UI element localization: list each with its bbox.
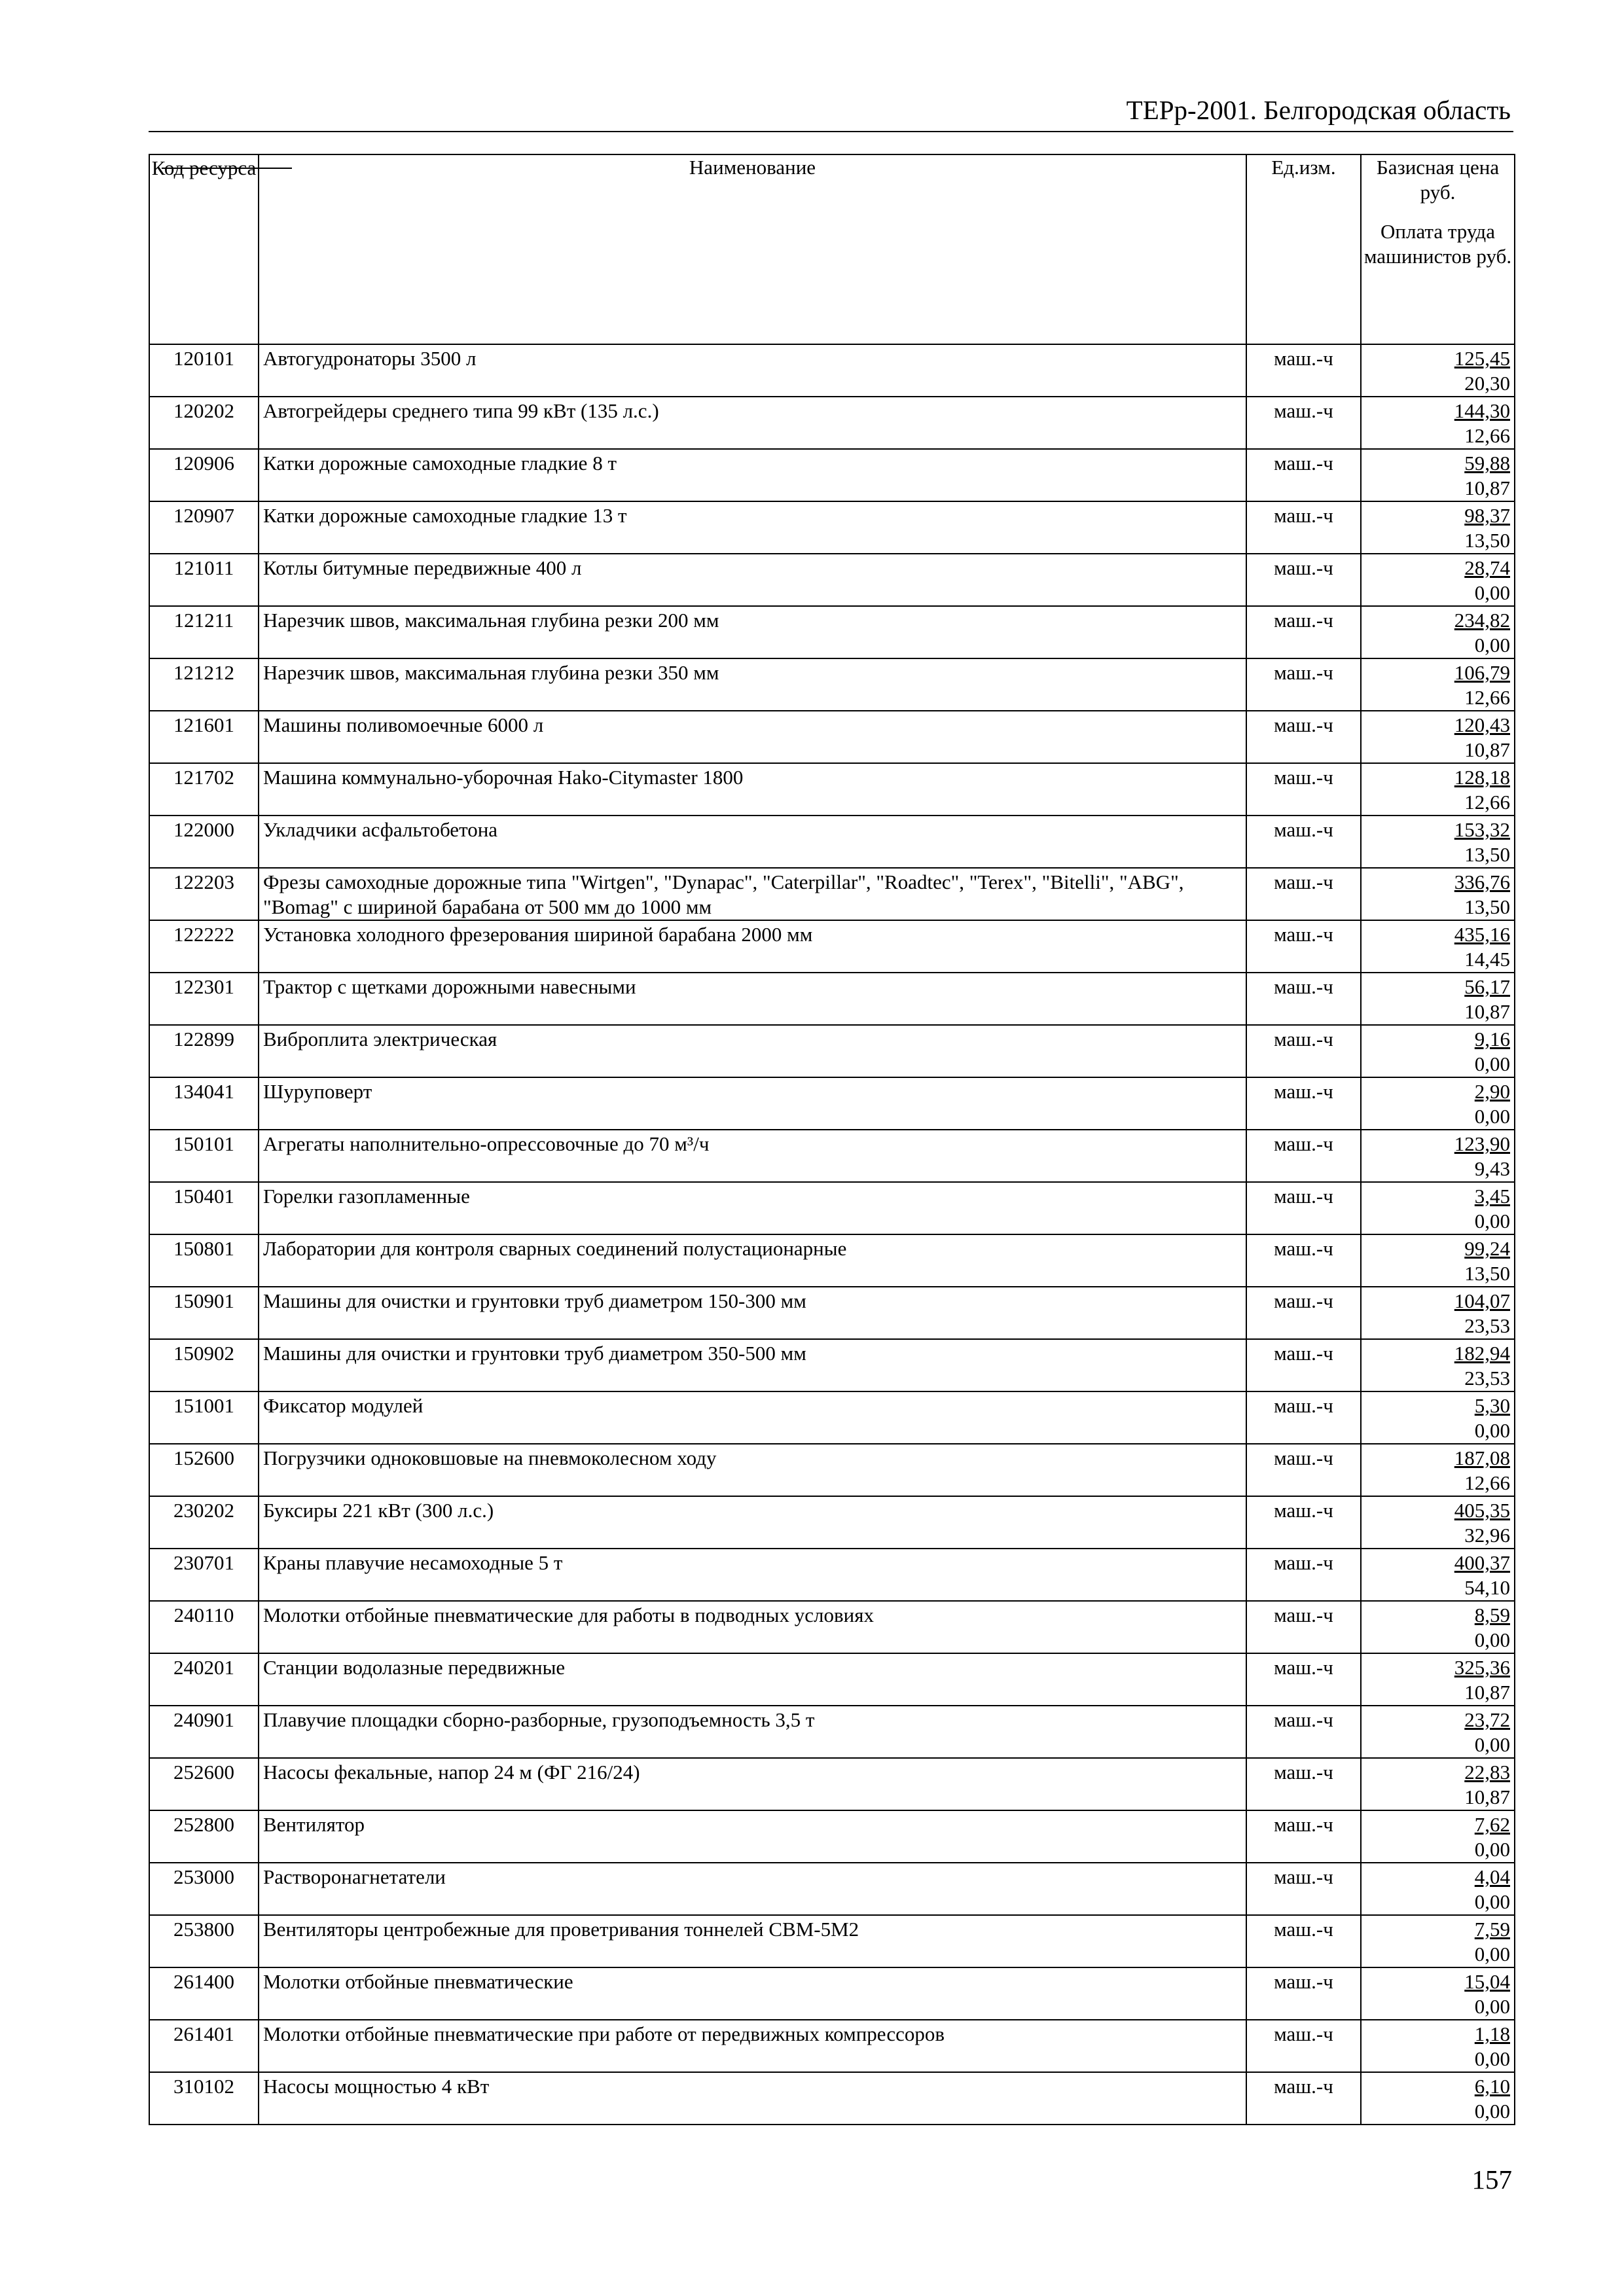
base-price: 8,59 <box>1474 1604 1510 1626</box>
resource-unit: маш.-ч <box>1246 711 1361 763</box>
resource-price <box>1361 763 1515 816</box>
resource-name: Лаборатории для контроля сварных соединений полустационарные <box>259 1234 1246 1287</box>
resource-unit: маш.-ч <box>1246 1810 1361 1863</box>
base-price: 9,16 <box>1474 1028 1510 1050</box>
resource-price <box>1361 2072 1515 2125</box>
labor-price: 10,87 <box>1464 738 1510 761</box>
resource-name: Котлы битумные передвижные 400 л <box>259 554 1246 606</box>
labor-price: 9,43 <box>1474 1157 1510 1180</box>
base-price: 3,45 <box>1474 1185 1510 1208</box>
base-price: 405,35 <box>1454 1499 1510 1522</box>
resource-unit: маш.-ч <box>1246 554 1361 606</box>
resource-code: 252800 <box>149 1810 259 1863</box>
resource-unit: маш.-ч <box>1246 1287 1361 1339</box>
resource-code: 253000 <box>149 1863 259 1915</box>
resource-unit: маш.-ч <box>1246 2072 1361 2125</box>
resource-price <box>1361 1810 1515 1863</box>
header-tick-mark <box>162 168 259 169</box>
table-row <box>149 816 1515 868</box>
base-price: 56,17 <box>1464 975 1510 998</box>
base-price: 128,18 <box>1454 766 1510 789</box>
resource-code: 150901 <box>149 1287 259 1339</box>
resource-name: Фиксатор модулей <box>259 1391 1246 1444</box>
base-price: 15,04 <box>1464 1970 1510 1993</box>
resource-code: 122203 <box>149 868 259 920</box>
resource-price <box>1361 868 1515 920</box>
base-price: 187,08 <box>1454 1446 1510 1469</box>
resource-code: 121601 <box>149 711 259 763</box>
table-row <box>149 554 1515 606</box>
resource-code: 230202 <box>149 1496 259 1549</box>
resource-unit: маш.-ч <box>1246 1339 1361 1391</box>
resource-code: 152600 <box>149 1444 259 1496</box>
resource-code: 121011 <box>149 554 259 606</box>
resource-name: Горелки газопламенные <box>259 1182 1246 1234</box>
resource-price <box>1361 397 1515 449</box>
resource-name: Насосы мощностью 4 кВт <box>259 2072 1246 2125</box>
resource-code: 150101 <box>149 1130 259 1182</box>
resource-price <box>1361 1863 1515 1915</box>
resource-name: Насосы фекальные, напор 24 м (ФГ 216/24) <box>259 1758 1246 1810</box>
labor-price: 0,00 <box>1474 581 1510 604</box>
page-header-title: ТЕРр-2001. Белгородская область <box>1126 95 1511 125</box>
base-price: 125,45 <box>1454 347 1510 370</box>
resource-price <box>1361 973 1515 1025</box>
resource-name: Автогрейдеры среднего типа 99 кВт (135 л.с.) <box>259 397 1246 449</box>
column-header-unit <box>1246 154 1361 344</box>
resource-name: Трактор с щетками дорожными навесными <box>259 973 1246 1025</box>
resource-code: 120906 <box>149 449 259 501</box>
resource-price <box>1361 501 1515 554</box>
resource-code: 151001 <box>149 1391 259 1444</box>
resource-code: 261400 <box>149 1967 259 2020</box>
column-header-code-label: Код ресурса <box>151 156 257 179</box>
table-row <box>149 973 1515 1025</box>
resource-code: 230701 <box>149 1549 259 1601</box>
table-row <box>149 1967 1515 2020</box>
base-price: 59,88 <box>1464 452 1510 475</box>
base-price: 400,37 <box>1454 1551 1510 1574</box>
resource-unit: маш.-ч <box>1246 1130 1361 1182</box>
resource-name: Виброплита электрическая <box>259 1025 1246 1077</box>
table-row <box>149 501 1515 554</box>
resource-price <box>1361 1706 1515 1758</box>
base-price: 7,59 <box>1474 1918 1510 1941</box>
labor-price: 23,53 <box>1464 1367 1510 1390</box>
resource-price <box>1361 1287 1515 1339</box>
resource-price <box>1361 1077 1515 1130</box>
resource-price <box>1361 1339 1515 1391</box>
labor-price: 13,50 <box>1464 529 1510 552</box>
resource-name: Машины для очистки и грунтовки труб диаметром 350-500 мм <box>259 1339 1246 1391</box>
resource-unit: маш.-ч <box>1246 1391 1361 1444</box>
resource-unit: маш.-ч <box>1246 1601 1361 1653</box>
resource-name: Молотки отбойные пневматические <box>259 1967 1246 2020</box>
base-price: 123,90 <box>1454 1132 1510 1155</box>
resource-unit: маш.-ч <box>1246 1549 1361 1601</box>
labor-price: 0,00 <box>1474 1838 1510 1861</box>
labor-price: 0,00 <box>1474 1419 1510 1442</box>
resource-unit: маш.-ч <box>1246 1863 1361 1915</box>
base-price: 153,32 <box>1454 818 1510 841</box>
table-row <box>149 1025 1515 1077</box>
resource-unit: маш.-ч <box>1246 1758 1361 1810</box>
resource-price <box>1361 1234 1515 1287</box>
base-price: 23,72 <box>1464 1708 1510 1731</box>
table-row <box>149 344 1515 397</box>
resource-name: Установка холодного фрезерования шириной барабана 2000 мм <box>259 920 1246 973</box>
base-price: 99,24 <box>1464 1237 1510 1260</box>
labor-price: 0,00 <box>1474 1628 1510 1651</box>
table-row <box>149 1287 1515 1339</box>
resource-code: 122899 <box>149 1025 259 1077</box>
resource-unit: маш.-ч <box>1246 1444 1361 1496</box>
resource-price <box>1361 1758 1515 1810</box>
labor-price: 0,00 <box>1474 2100 1510 2123</box>
resource-unit: маш.-ч <box>1246 973 1361 1025</box>
resource-name: Вентиляторы центробежные для проветривания тоннелей СВМ-5М2 <box>259 1915 1246 1967</box>
column-header-code <box>149 154 259 344</box>
labor-price: 12,66 <box>1464 791 1510 814</box>
base-price: 144,30 <box>1454 399 1510 422</box>
labor-price: 54,10 <box>1464 1576 1510 1599</box>
column-header-price <box>1361 154 1515 344</box>
resource-price <box>1361 1130 1515 1182</box>
resource-code: 121212 <box>149 658 259 711</box>
base-price: 6,10 <box>1474 2075 1510 2098</box>
resource-unit: маш.-ч <box>1246 449 1361 501</box>
resource-name: Катки дорожные самоходные гладкие 13 т <box>259 501 1246 554</box>
labor-price: 13,50 <box>1464 1262 1510 1285</box>
resource-name: Краны плавучие несамоходные 5 т <box>259 1549 1246 1601</box>
base-price: 435,16 <box>1454 923 1510 946</box>
resource-unit: маш.-ч <box>1246 1706 1361 1758</box>
table-row <box>149 1496 1515 1549</box>
resource-unit: маш.-ч <box>1246 1496 1361 1549</box>
table-row <box>149 1863 1515 1915</box>
column-header-base-price-label: Базисная цена руб. <box>1376 156 1500 204</box>
table-row <box>149 449 1515 501</box>
labor-price: 20,30 <box>1464 372 1510 395</box>
resource-name: Автогудронаторы 3500 л <box>259 344 1246 397</box>
table-row <box>149 397 1515 449</box>
labor-price: 0,00 <box>1474 2047 1510 2070</box>
resource-unit: маш.-ч <box>1246 658 1361 711</box>
labor-price: 0,00 <box>1474 1943 1510 1965</box>
resource-price <box>1361 1025 1515 1077</box>
table-row <box>149 1234 1515 1287</box>
base-price: 5,30 <box>1474 1394 1510 1417</box>
resource-price <box>1361 1653 1515 1706</box>
labor-price: 0,00 <box>1474 1210 1510 1232</box>
resource-name: Нарезчик швов, максимальная глубина резки 200 мм <box>259 606 1246 658</box>
resource-code: 240901 <box>149 1706 259 1758</box>
resource-price <box>1361 920 1515 973</box>
resource-unit: маш.-ч <box>1246 1915 1361 1967</box>
resource-code: 121702 <box>149 763 259 816</box>
table-row <box>149 1182 1515 1234</box>
resource-price <box>1361 1549 1515 1601</box>
labor-price: 12,66 <box>1464 424 1510 447</box>
labor-price: 13,50 <box>1464 895 1510 918</box>
resource-code: 121211 <box>149 606 259 658</box>
labor-price: 23,53 <box>1464 1314 1510 1337</box>
resource-price <box>1361 1967 1515 2020</box>
resource-table <box>149 154 1515 2125</box>
resource-name: Молотки отбойные пневматические для работы в подводных условиях <box>259 1601 1246 1653</box>
resource-price <box>1361 344 1515 397</box>
resource-name: Станции водолазные передвижные <box>259 1653 1246 1706</box>
labor-price: 0,00 <box>1474 1995 1510 2018</box>
base-price: 28,74 <box>1464 556 1510 579</box>
table-row <box>149 1601 1515 1653</box>
resource-unit: маш.-ч <box>1246 1653 1361 1706</box>
base-price: 120,43 <box>1454 713 1510 736</box>
table-row <box>149 763 1515 816</box>
resource-unit: маш.-ч <box>1246 397 1361 449</box>
resource-price <box>1361 1915 1515 1967</box>
labor-price: 10,87 <box>1464 1681 1510 1704</box>
labor-price: 10,87 <box>1464 476 1510 499</box>
resource-name: Машина коммунально-уборочная Hako-Citymaster 1800 <box>259 763 1246 816</box>
resource-price <box>1361 554 1515 606</box>
resource-code: 150902 <box>149 1339 259 1391</box>
resource-code: 122222 <box>149 920 259 973</box>
labor-price: 10,87 <box>1464 1785 1510 1808</box>
column-header-labor-price-label: Оплата труда машинистов руб. <box>1363 220 1512 268</box>
column-header-unit-label: Ед.изм. <box>1271 156 1336 179</box>
labor-price: 12,66 <box>1464 686 1510 709</box>
header-rule <box>149 131 1513 132</box>
resource-price <box>1361 1496 1515 1549</box>
resource-unit: маш.-ч <box>1246 606 1361 658</box>
labor-price: 0,00 <box>1474 634 1510 656</box>
page-number: 157 <box>1471 2164 1512 2195</box>
resource-price <box>1361 1182 1515 1234</box>
labor-price: 12,66 <box>1464 1471 1510 1494</box>
table-row <box>149 1391 1515 1444</box>
resource-name: Шуруповерт <box>259 1077 1246 1130</box>
resource-name: Укладчики асфальтобетона <box>259 816 1246 868</box>
resource-name: Погрузчики одноковшовые на пневмоколесном ходу <box>259 1444 1246 1496</box>
resource-name: Молотки отбойные пневматические при работе от передвижных компрессоров <box>259 2020 1246 2072</box>
table-row <box>149 606 1515 658</box>
resource-unit: маш.-ч <box>1246 816 1361 868</box>
base-price: 7,62 <box>1474 1813 1510 1836</box>
table-row <box>149 1549 1515 1601</box>
resource-code: 240201 <box>149 1653 259 1706</box>
base-price: 336,76 <box>1454 870 1510 893</box>
table-row <box>149 1653 1515 1706</box>
resource-name: Агрегаты наполнительно-опрессовочные до 70 м³/ч <box>259 1130 1246 1182</box>
base-price: 22,83 <box>1464 1761 1510 1784</box>
table-row <box>149 2020 1515 2072</box>
resource-name: Машины поливомоечные 6000 л <box>259 711 1246 763</box>
resource-name: Буксиры 221 кВт (300 л.с.) <box>259 1496 1246 1549</box>
table-row <box>149 711 1515 763</box>
resource-code: 150401 <box>149 1182 259 1234</box>
table-row <box>149 1915 1515 1967</box>
base-price: 104,07 <box>1454 1289 1510 1312</box>
resource-code: 240110 <box>149 1601 259 1653</box>
resource-unit: маш.-ч <box>1246 1967 1361 2020</box>
table-row <box>149 2072 1515 2125</box>
base-price: 234,82 <box>1454 609 1510 632</box>
table-row <box>149 1810 1515 1863</box>
resource-unit: маш.-ч <box>1246 1077 1361 1130</box>
resource-unit: маш.-ч <box>1246 501 1361 554</box>
resource-name: Вентилятор <box>259 1810 1246 1863</box>
resource-code: 120907 <box>149 501 259 554</box>
resource-code: 310102 <box>149 2072 259 2125</box>
resource-unit: маш.-ч <box>1246 1025 1361 1077</box>
resource-name: Плавучие площадки сборно-разборные, грузоподъемность 3,5 т <box>259 1706 1246 1758</box>
base-price: 1,18 <box>1474 2022 1510 2045</box>
resource-unit: маш.-ч <box>1246 920 1361 973</box>
base-price: 4,04 <box>1474 1865 1510 1888</box>
resource-price <box>1361 2020 1515 2072</box>
resource-code: 252600 <box>149 1758 259 1810</box>
labor-price: 0,00 <box>1474 1733 1510 1756</box>
resource-price <box>1361 1444 1515 1496</box>
resource-code: 122000 <box>149 816 259 868</box>
resource-code: 261401 <box>149 2020 259 2072</box>
base-price: 98,37 <box>1464 504 1510 527</box>
table-row <box>149 658 1515 711</box>
resource-price <box>1361 449 1515 501</box>
labor-price: 0,00 <box>1474 1890 1510 1913</box>
table-row <box>149 1130 1515 1182</box>
table-header-row <box>149 154 1515 344</box>
resource-price <box>1361 1391 1515 1444</box>
header-tick-mark <box>259 168 292 169</box>
column-header-name-label: Наименование <box>689 156 816 179</box>
table-row <box>149 1444 1515 1496</box>
labor-price: 32,96 <box>1464 1524 1510 1547</box>
resource-name: Растворонагнетатели <box>259 1863 1246 1915</box>
column-header-name <box>259 154 1246 344</box>
table-row <box>149 1706 1515 1758</box>
resource-price <box>1361 711 1515 763</box>
labor-price: 14,45 <box>1464 948 1510 971</box>
resource-code: 120101 <box>149 344 259 397</box>
resource-unit: маш.-ч <box>1246 1234 1361 1287</box>
resource-price <box>1361 658 1515 711</box>
resource-unit: маш.-ч <box>1246 868 1361 920</box>
resource-code: 134041 <box>149 1077 259 1130</box>
resource-code: 120202 <box>149 397 259 449</box>
table-row <box>149 920 1515 973</box>
labor-price: 13,50 <box>1464 843 1510 866</box>
resource-name: Нарезчик швов, максимальная глубина резки 350 мм <box>259 658 1246 711</box>
base-price: 106,79 <box>1454 661 1510 684</box>
resource-price <box>1361 816 1515 868</box>
resource-name: Фрезы самоходные дорожные типа "Wirtgen", "Dynapac", "Caterpillar", "Roadtec", "Terex", "Bitelli", "ABG", "Bomag" с шириной барабана от 500 мм до 1000 мм <box>259 868 1246 920</box>
resource-unit: маш.-ч <box>1246 763 1361 816</box>
base-price: 182,94 <box>1454 1342 1510 1365</box>
labor-price: 10,87 <box>1464 1000 1510 1023</box>
labor-price: 0,00 <box>1474 1105 1510 1128</box>
resource-code: 150801 <box>149 1234 259 1287</box>
resource-code: 253800 <box>149 1915 259 1967</box>
table-row <box>149 1077 1515 1130</box>
resource-name: Машины для очистки и грунтовки труб диаметром 150-300 мм <box>259 1287 1246 1339</box>
resource-price <box>1361 606 1515 658</box>
resource-unit: маш.-ч <box>1246 2020 1361 2072</box>
base-price: 325,36 <box>1454 1656 1510 1679</box>
base-price: 2,90 <box>1474 1080 1510 1103</box>
resource-price <box>1361 1601 1515 1653</box>
table-row <box>149 1339 1515 1391</box>
resource-unit: маш.-ч <box>1246 1182 1361 1234</box>
resource-name: Катки дорожные самоходные гладкие 8 т <box>259 449 1246 501</box>
resource-code: 122301 <box>149 973 259 1025</box>
resource-unit: маш.-ч <box>1246 344 1361 397</box>
table-row <box>149 868 1515 920</box>
labor-price: 0,00 <box>1474 1052 1510 1075</box>
table-row <box>149 1758 1515 1810</box>
